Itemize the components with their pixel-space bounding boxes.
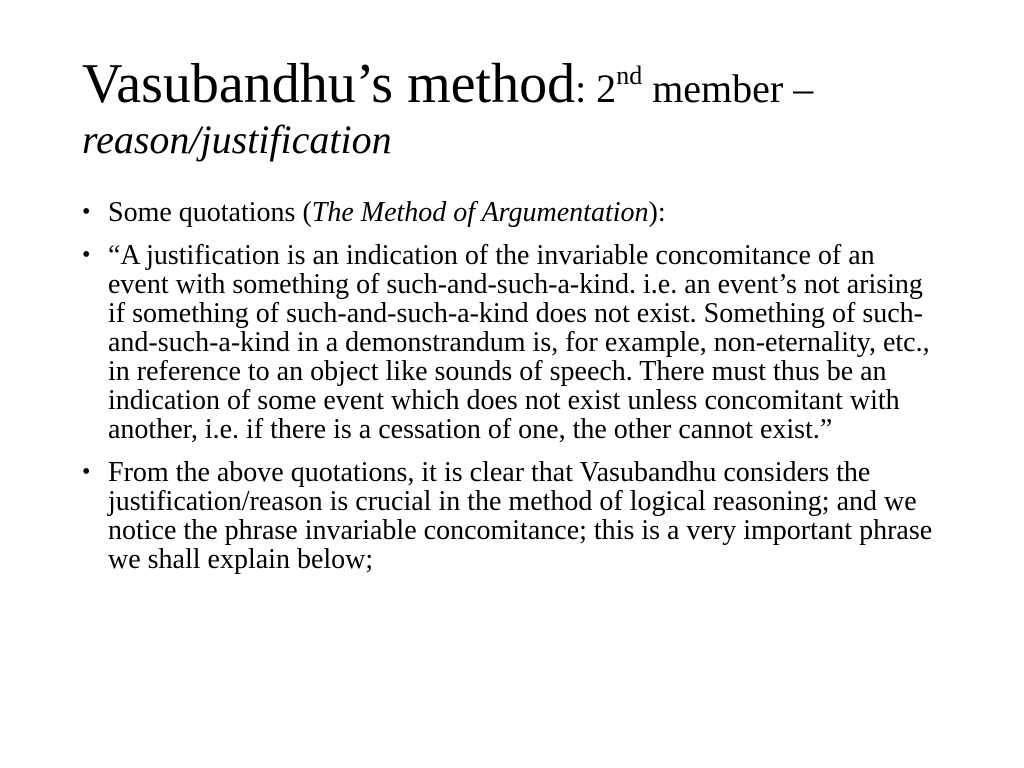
title-line-1 — [82, 53, 982, 115]
bullet-icon: • — [82, 459, 91, 485]
title-rest: member – — [642, 66, 814, 111]
title-colon: : 2 — [575, 66, 617, 111]
bullet-text: “A justification is an indication of the invariable concomitance of an event with something of such-and-such-a-kind. i.e. an event’s not arising if something of such-and-such-a-kind does not exist. Something of such-and-such-a-kind in a demonstrandum is, for example, non-eternality, etc., in reference to an object like sounds of speech. There must thus be an indication of some event which does not exist unless concomitant with another, i.e. if there is a cessation of one, the other cannot exist.” — [108, 240, 930, 445]
bullet-item-quotations — [82, 198, 942, 227]
bullet-icon: • — [82, 199, 91, 225]
title-line-2: reason/justification — [82, 117, 392, 162]
bullet-text-after: ): — [648, 197, 666, 228]
bullet-item-conclusion — [82, 458, 942, 574]
bullet-text-before: Some quotations ( — [108, 197, 312, 228]
bullet-text: From the above quotations, it is clear that Vasubandhu considers the justification/reason is crucial in the method of logical reasoning; and we notice the phrase invariable concomitance; this is a very important phrase we shall explain below; — [108, 457, 933, 575]
title-main: Vasubandhu’s method — [82, 53, 576, 115]
title-superscript: nd — [616, 61, 643, 90]
bullet-item-quote — [82, 241, 942, 444]
slide-title — [82, 53, 982, 162]
bullet-text — [108, 198, 942, 227]
bullet-icon: • — [82, 242, 91, 268]
bullet-list — [82, 198, 942, 588]
book-title: The Method of Argumentation — [311, 197, 649, 228]
